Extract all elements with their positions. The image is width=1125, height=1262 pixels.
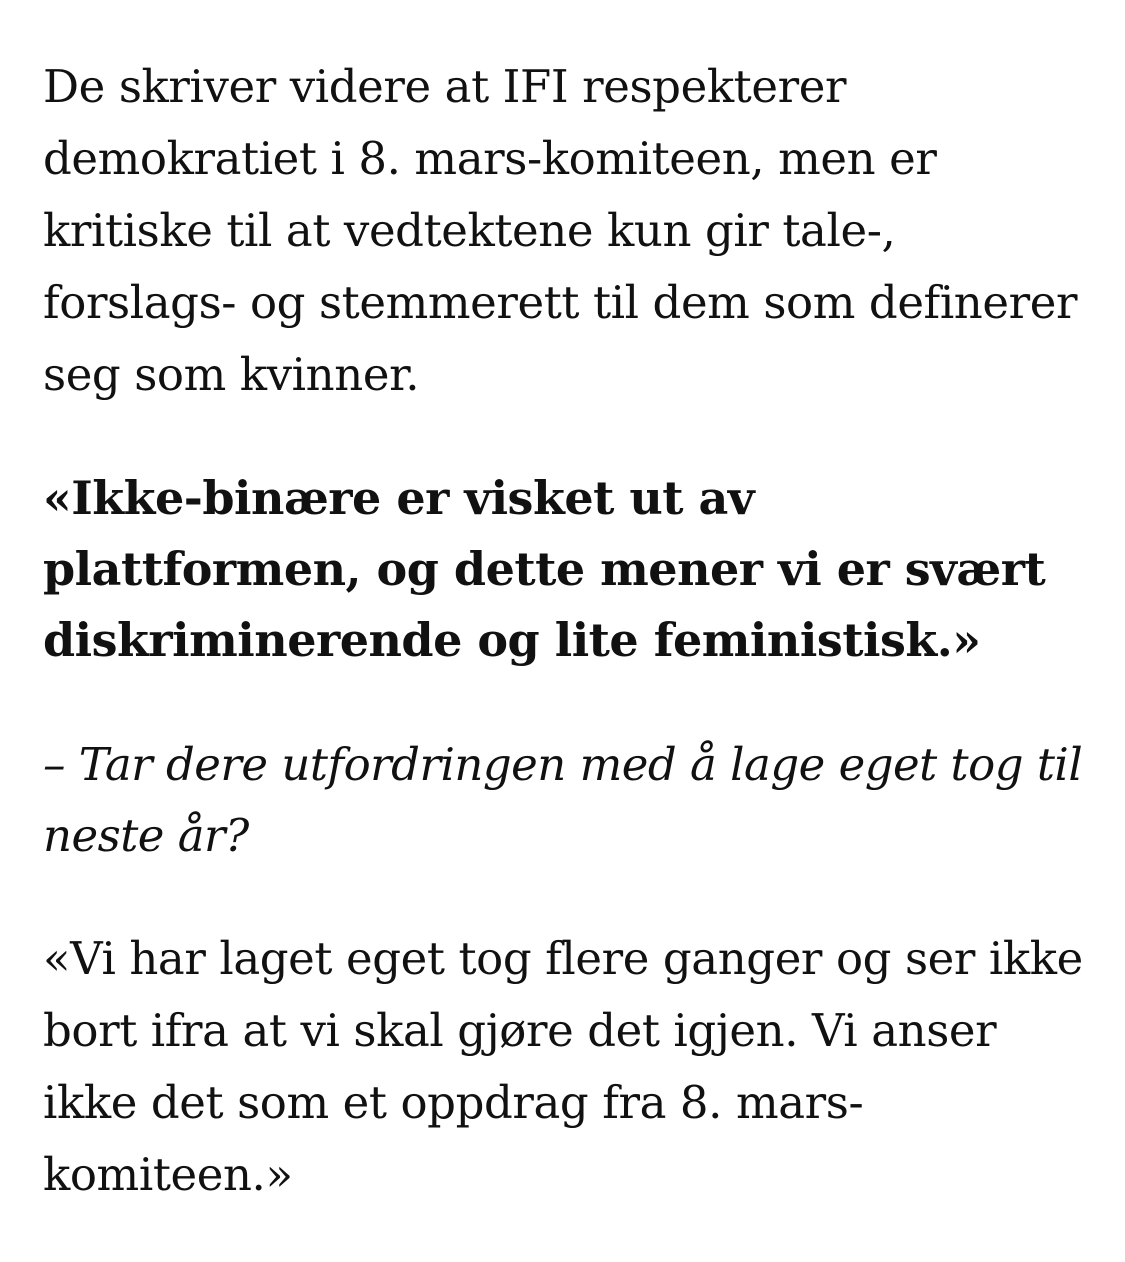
body-paragraph: De skriver videre at IFI respekterer demokratiet i 8. mars-komiteen, men er kritiske til at vedtektene kun gir tale-, forslags- og stemmerett til dem som definerer seg som kvinner. [43,60,1078,401]
interview-answer: «Vi har laget eget tog flere ganger og ser ikke bort ifra at vi skal gjøre det igjen. Vi anser ikke det som et oppdrag fra 8. mars-komiteen.» [43,932,1083,1201]
interview-question: – Tar dere utfordringen med å lage eget tog til neste år? [43,738,1083,862]
pull-quote: «Ikke-binære er visket ut av plattformen, og dette mener vi er svært diskriminerende og lite feministisk.» [43,471,1046,667]
